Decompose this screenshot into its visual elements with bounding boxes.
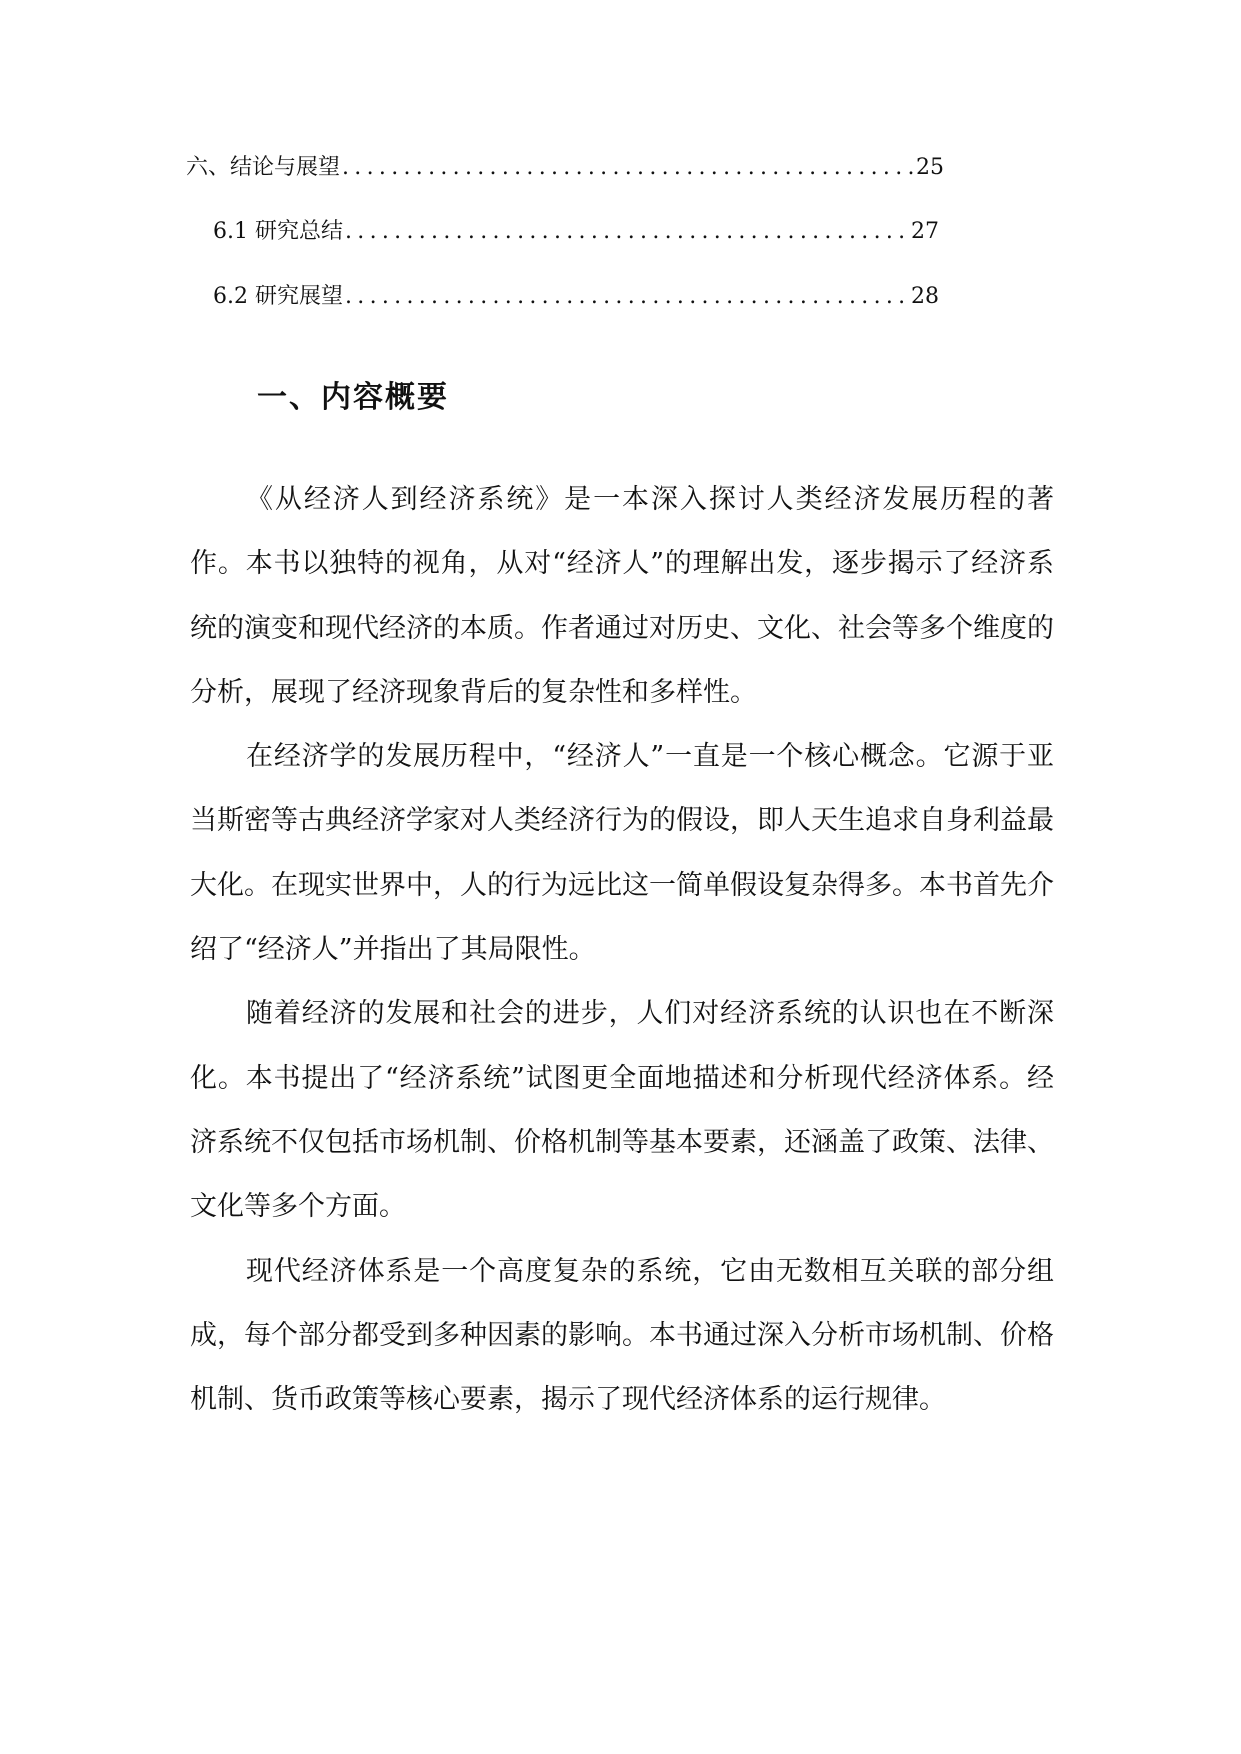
body-paragraph: 现代经济体系是一个高度复杂的系统，它由无数相互关联的部分组成，每个部分都受到多种因素的影响。本书通过深入分析市场机制、价格机制、货币政策等核心要素，揭示了现代经济体系的运行规律。	[190, 1255, 1054, 1416]
toc-entry-6-2[interactable]	[213, 282, 939, 312]
toc-entry-title: 6.1 研究总结	[213, 219, 343, 244]
toc-entry-page: 27	[911, 219, 939, 244]
toc-entry-title: 六、结论与展望	[186, 155, 341, 180]
toc-entry-title: 6.2 研究展望	[213, 284, 343, 309]
section-body	[190, 468, 1054, 1432]
toc-entry-chapter-6[interactable]	[186, 153, 944, 183]
toc-entry-6-1[interactable]	[213, 217, 939, 247]
section-heading: 一、内容概要	[257, 380, 449, 415]
toc-leader-dots	[345, 217, 909, 247]
toc-entry-page: 28	[911, 284, 939, 309]
body-paragraph: 《从经济人到经济系统》是一本深入探讨人类经济发展历程的著作。本书以独特的视角，从对“经济人”的理解出发，逐步揭示了经济系统的演变和现代经济的本质。作者通过对历史、文化、社会等多个维度的分析，展现了经济现象背后的复杂性和多样性。	[190, 484, 1054, 708]
body-paragraph: 随着经济的发展和社会的进步，人们对经济系统的认识也在不断深化。本书提出了“经济系统”试图更全面地描述和分析现代经济体系。经济系统不仅包括市场机制、价格机制等基本要素，还涵盖了政策、法律、文化等多个方面。	[190, 998, 1054, 1223]
toc-leader-dots	[345, 282, 909, 312]
body-paragraph: 在经济学的发展历程中，“经济人”一直是一个核心概念。它源于亚当斯密等古典经济学家对人类经济行为的假设，即人天生追求自身利益最大化。在现实世界中，人的行为远比这一简单假设复杂得多。本书首先介绍了“经济人”并指出了其局限性。	[190, 741, 1054, 966]
toc-leader-dots	[342, 153, 914, 183]
toc-entry-page: 25	[916, 155, 944, 180]
